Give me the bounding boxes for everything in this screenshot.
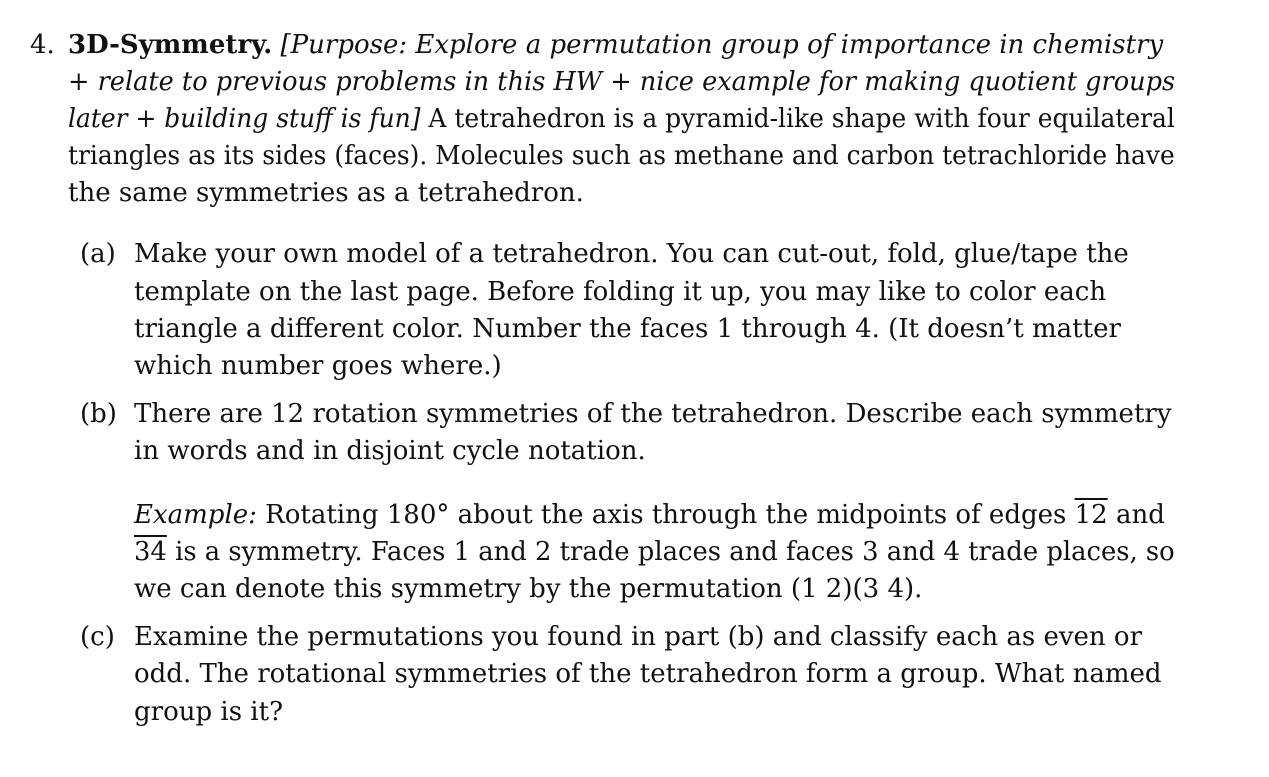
part-a-line-3: triangle a different color. Number the faces 1 through 4. (It doesn’t matter [134, 314, 1121, 344]
edge-34: 34 [134, 537, 167, 567]
example-text-1-end: and [1107, 500, 1165, 530]
part-b-line-1: There are 12 rotation symmetries of the tetrahedron. Describe each symmetry [134, 399, 1172, 429]
part-b-label: (b) [80, 399, 117, 429]
part-c-line-1: Examine the permutations you found in part (b) and classify each as even or [134, 622, 1142, 652]
part-b-line-2: in words and in disjoint cycle notation. [134, 436, 646, 466]
part-c-line-2: odd. The rotational symmetries of the tetrahedron form a group. What named [134, 659, 1162, 689]
example-label: Example: [134, 500, 257, 530]
example-line-1 [134, 500, 1165, 530]
part-c-label: (c) [80, 622, 115, 652]
part-a-line-4: which number goes where.) [134, 351, 502, 381]
example-line-2 [134, 537, 1175, 567]
purpose-text-1: [Purpose: Explore a permutation group of importance in chemistry [280, 30, 1164, 60]
part-a-line-2: template on the last page. Before folding it up, you may like to color each [134, 277, 1107, 307]
intro-text-5: the same symmetries as a tetrahedron. [68, 178, 584, 208]
intro-text-3: A tetrahedron is a pyramid-like shape with four equilateral [420, 104, 1175, 134]
example-line-3: we can denote this symmetry by the permutation (1 2)(3 4). [134, 574, 923, 604]
part-c-line-3: group is it? [134, 697, 284, 727]
problem-title: 3D-Symmetry. [68, 30, 273, 60]
example-text-2: is a symmetry. Faces 1 and 2 trade places and faces 3 and 4 trade places, so [166, 537, 1175, 567]
purpose-text-2: + relate to previous problems in this HW + nice example for making quotient groups [68, 67, 1176, 97]
problem-intro-line-3 [68, 104, 1175, 134]
purpose-text-3: later + building stuff is fun] [68, 104, 421, 134]
part-a-line-1: Make your own model of a tetrahedron. You can cut-out, fold, glue/tape the [134, 239, 1129, 269]
part-a-label: (a) [80, 239, 116, 269]
problem-intro-line-1 [68, 30, 1163, 60]
problem-number: 4. [30, 30, 55, 60]
intro-text-4: triangles as its sides (faces). Molecules such as methane and carbon tetrachloride have [68, 141, 1175, 171]
edge-12: 12 [1074, 500, 1108, 530]
example-text-1: Rotating 180° about the axis through the midpoints of edges [256, 500, 1075, 530]
